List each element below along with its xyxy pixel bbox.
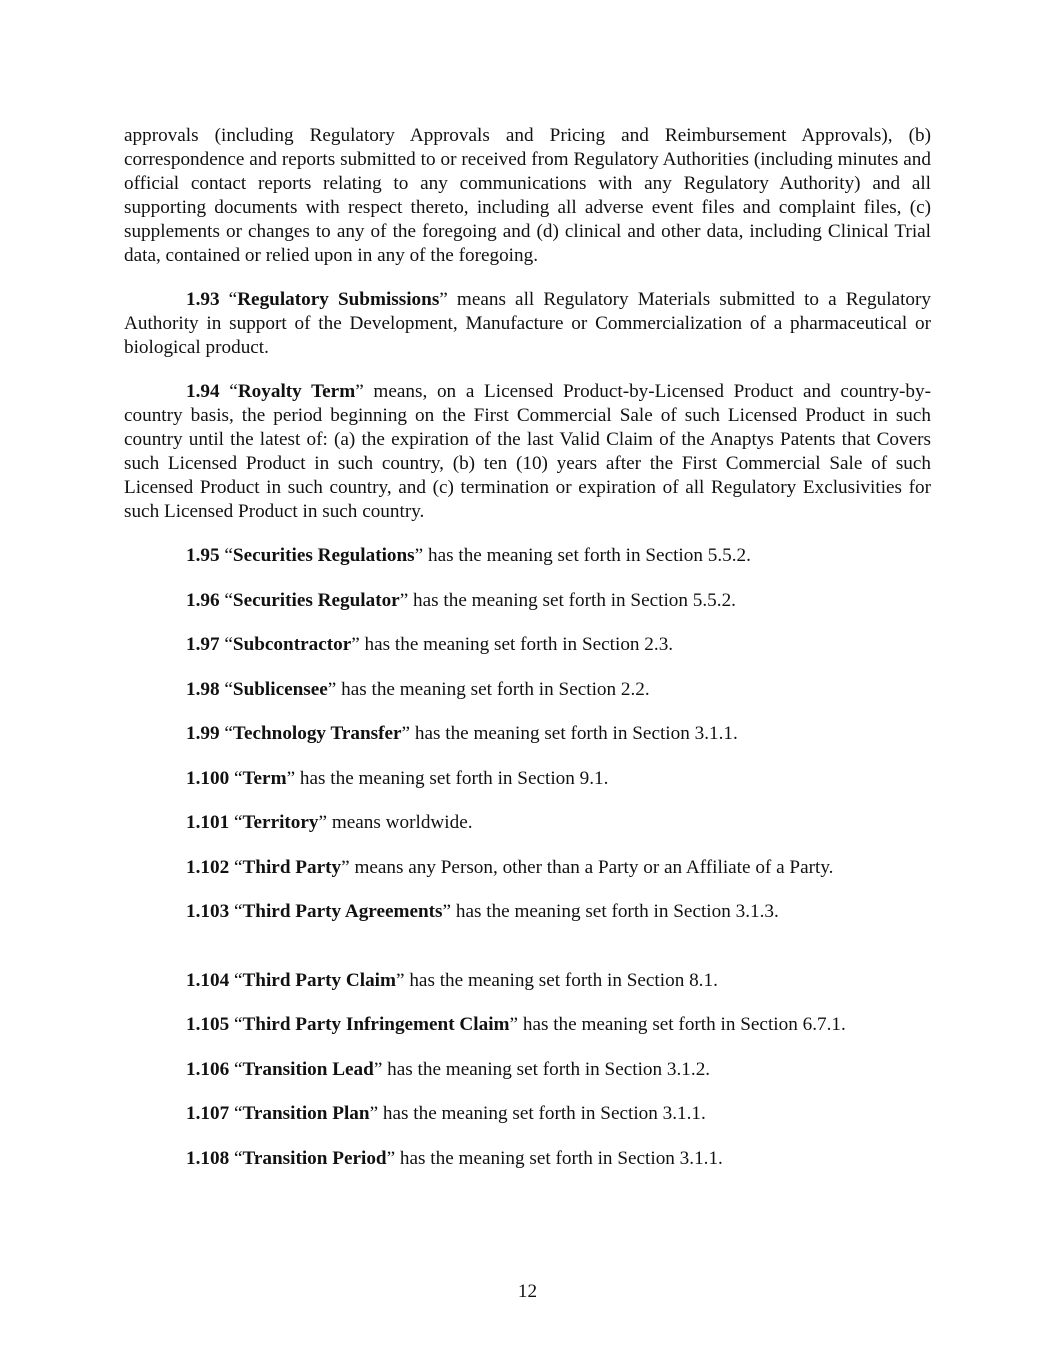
document-page xyxy=(124,124,931,1171)
definition-text: means worldwide. xyxy=(327,812,473,834)
definition-number: 1.108 xyxy=(186,1147,230,1169)
definition-number: 1.97 xyxy=(186,634,220,656)
definition-number: 1.100 xyxy=(186,767,230,789)
definition-term: Regulatory Submissions xyxy=(237,289,440,311)
definition-text: has the meaning set forth in Section 3.1.1. xyxy=(378,1103,706,1125)
definition-1-103: 1.103 “Third Party Agreements” has the meaning set forth in Section 3.1.3. xyxy=(186,901,779,923)
definition-text: has the meaning set forth in Section 5.5.2. xyxy=(408,589,736,611)
definition-term: Securities Regulations xyxy=(232,545,415,567)
definition-1-93: 1.93 “Regulatory Submissions” means all Regulatory Materials submitted to a Regulatory Authority in support of the Development, Manufacture or Commercialization of a pharmaceutical or biological product. xyxy=(124,289,931,358)
definition-number: 1.101 xyxy=(186,812,230,834)
definition-number: 1.94 xyxy=(186,381,220,403)
definition-term: Subcontractor xyxy=(232,634,352,656)
definition-text: has the meaning set forth in Section 8.1. xyxy=(404,969,718,991)
definition-text: has the meaning set forth in Section 6.7.1. xyxy=(518,1014,846,1036)
section-spacer xyxy=(124,924,931,969)
definition-1-99: 1.99 “Technology Transfer” has the meaning set forth in Section 3.1.1. xyxy=(186,723,738,745)
definition-term: Transition Period xyxy=(242,1147,387,1169)
page-number: 12 xyxy=(517,1281,538,1302)
definition-1-95: 1.95 “Securities Regulations” has the meaning set forth in Section 5.5.2. xyxy=(186,545,751,567)
definition-text: means, on a Licensed Product-by-Licensed Product and country-by-country basis, the period beginning on the First Commercial Sale of such Licensed Product in such country until the latest of: (a) the expiration of the last Valid Claim of the Anaptys Patents that Covers such Licensed Product in such country, (b) ten (10) years after the First Commercial Sale of such Licensed Product in such country, and (c) termination or expiration of all Regulatory Exclusivities for such Licensed Product in such country. xyxy=(124,381,931,522)
definition-term: Technology Transfer xyxy=(232,723,402,745)
definition-text: has the meaning set forth in Section 5.5.2. xyxy=(423,545,751,567)
definition-1-96: 1.96 “Securities Regulator” has the meaning set forth in Section 5.5.2. xyxy=(186,589,736,611)
definition-number: 1.99 xyxy=(186,723,220,745)
definition-1-98: 1.98 “Sublicensee” has the meaning set forth in Section 2.2. xyxy=(186,678,650,700)
definition-text: has the meaning set forth in Section 3.1.2. xyxy=(382,1058,711,1080)
definition-term: Royalty Term xyxy=(237,381,356,403)
definition-term: Transition Lead xyxy=(242,1058,374,1080)
definition-number: 1.93 xyxy=(186,289,220,311)
definition-1-106: 1.106 “Transition Lead” has the meaning set forth in Section 3.1.2. xyxy=(186,1058,711,1080)
definition-term: Third Party Claim xyxy=(242,969,396,991)
definition-1-102: 1.102 “Third Party” means any Person, other than a Party or an Affiliate of a Party. xyxy=(186,856,834,878)
definition-term: Securities Regulator xyxy=(232,589,400,611)
definition-number: 1.96 xyxy=(186,589,220,611)
definition-text: has the meaning set forth in Section 2.3. xyxy=(359,634,674,656)
definition-1-100: 1.100 “Term” has the meaning set forth in Section 9.1. xyxy=(186,767,609,789)
definition-text: means all Regulatory Materials submitted to a Regulatory Authority in support of the Development, Manufacture or Commercialization of a pharmaceutical or biological product. xyxy=(124,289,931,358)
definition-1-101: 1.101 “Territory” means worldwide. xyxy=(186,812,473,834)
definition-term: Third Party xyxy=(242,856,342,878)
definition-1-108: 1.108 “Transition Period” has the meaning set forth in Section 3.1.1. xyxy=(186,1147,723,1169)
definition-text: has the meaning set forth in Section 9.1. xyxy=(295,767,609,789)
definition-1-105: 1.105 “Third Party Infringement Claim” has the meaning set forth in Section 6.7.1. xyxy=(186,1014,846,1036)
definition-number: 1.105 xyxy=(186,1014,230,1036)
definition-text: has the meaning set forth in Section 2.2. xyxy=(336,678,650,700)
definition-term: Third Party Infringement Claim xyxy=(242,1014,510,1036)
definition-1-97: 1.97 “Subcontractor” has the meaning set forth in Section 2.3. xyxy=(186,634,674,656)
definition-text: has the meaning set forth in Section 3.1.3. xyxy=(451,901,779,923)
definition-term: Sublicensee xyxy=(232,678,328,700)
definition-number: 1.98 xyxy=(186,678,220,700)
definition-text: means any Person, other than a Party or an Affiliate of a Party. xyxy=(349,856,834,878)
definition-number: 1.103 xyxy=(186,901,230,923)
definition-number: 1.104 xyxy=(186,969,230,991)
intro-paragraph: approvals (including Regulatory Approvals and Pricing and Reimbursement Approvals), (b) correspondence and reports submitted to or received from Regulatory Authorities (including minutes and official contact reports relating to any communications with any Regulatory Authority) and all supporting documents with respect thereto, including all adverse event files and complaint files, (c) supplements or changes to any of the foregoing and (d) clinical and other data, including Clinical Trial data, contained or relied upon in any of the foregoing. xyxy=(124,125,931,266)
definition-term: Transition Plan xyxy=(242,1103,370,1125)
definition-term: Third Party Agreements xyxy=(242,901,443,923)
definition-text: has the meaning set forth in Section 3.1.1. xyxy=(410,723,738,745)
definition-number: 1.102 xyxy=(186,856,230,878)
definition-number: 1.106 xyxy=(186,1058,230,1080)
definition-text: has the meaning set forth in Section 3.1.1. xyxy=(395,1147,723,1169)
definition-1-107: 1.107 “Transition Plan” has the meaning set forth in Section 3.1.1. xyxy=(186,1103,706,1125)
definition-1-104: 1.104 “Third Party Claim” has the meaning set forth in Section 8.1. xyxy=(186,969,718,991)
definition-term: Term xyxy=(242,767,287,789)
definition-1-94: 1.94 “Royalty Term” means, on a Licensed Product-by-Licensed Product and country-by-country basis, the period beginning on the First Commercial Sale of such Licensed Product in such country until the latest of: (a) the expiration of the last Valid Claim of the Anaptys Patents that Covers such Licensed Product in such country, (b) ten (10) years after the First Commercial Sale of such Licensed Product in such country, and (c) termination or expiration of all Regulatory Exclusivities for such Licensed Product in such country. xyxy=(124,381,931,522)
definition-number: 1.107 xyxy=(186,1103,230,1125)
definition-number: 1.95 xyxy=(186,545,220,567)
definition-term: Territory xyxy=(242,812,319,834)
